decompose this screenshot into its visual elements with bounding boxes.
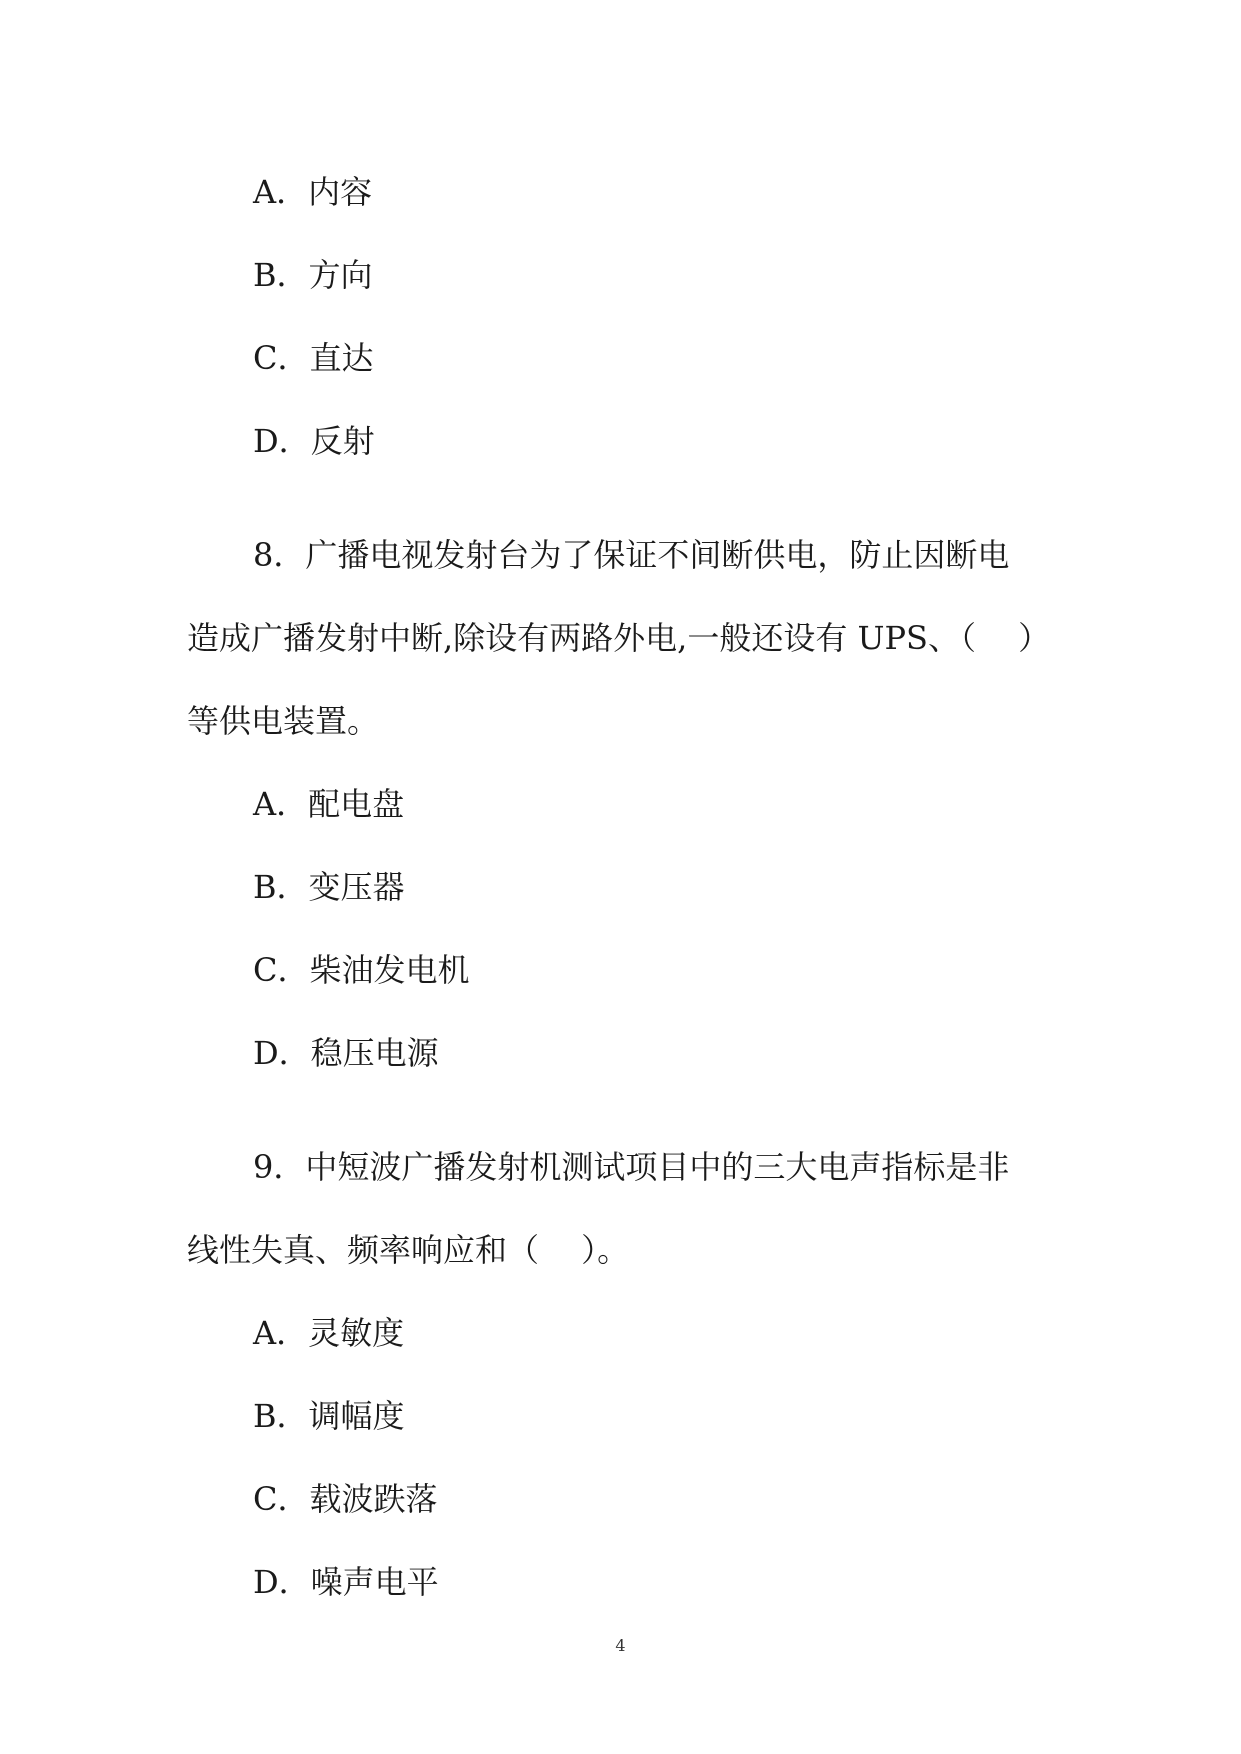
q9-option-b: B．调幅度	[253, 1397, 405, 1435]
page-number: 4	[615, 1636, 626, 1655]
q7-option-c: C．直达	[253, 339, 374, 377]
q8-text-line-3: 等供电装置。	[187, 702, 380, 740]
q8-option-b: B．变压器	[253, 868, 405, 906]
q9-option-c: C．载波跌落	[253, 1480, 438, 1518]
q7-option-d: D．反射	[253, 422, 375, 460]
q8-option-d: D．稳压电源	[253, 1034, 439, 1072]
q8-option-c: C．柴油发电机	[253, 951, 470, 989]
q8-text-line-1: 8．广播电视发射台为了保证不间断供电，防止因断电	[253, 536, 1010, 574]
q8-option-a: A．配电盘	[253, 785, 405, 823]
q9-option-d: D．噪声电平	[253, 1563, 439, 1601]
q9-text-line-1: 9．中短波广播发射机测试项目中的三大电声指标是非	[253, 1148, 1010, 1186]
q7-option-b: B．方向	[253, 256, 373, 294]
q9-option-a: A．灵敏度	[253, 1314, 405, 1352]
q8-text-line-2: 造成广播发射中断,除设有两路外电,一般还设有 UPS、（ ）	[187, 619, 1051, 657]
q7-option-a: A．内容	[253, 173, 373, 211]
q9-text-line-2: 线性失真、频率响应和（ ）。	[187, 1231, 630, 1269]
